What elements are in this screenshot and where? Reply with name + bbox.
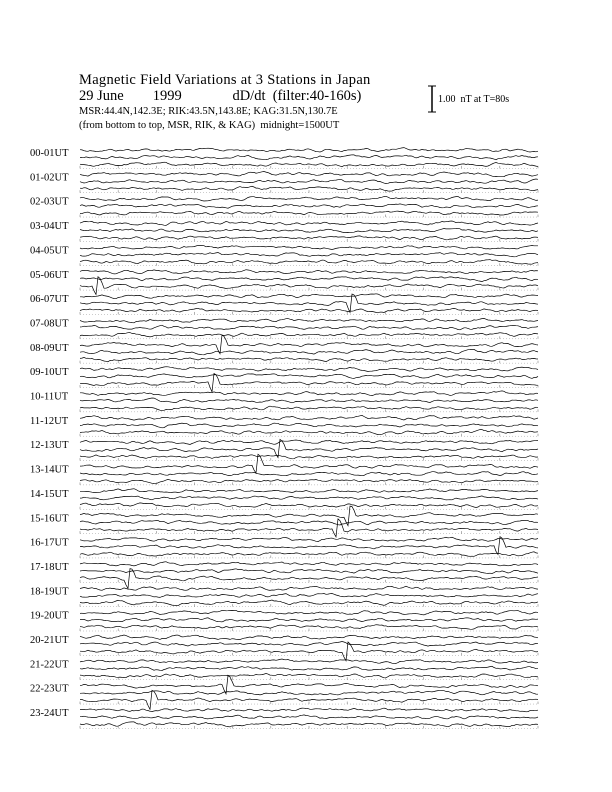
trace-kag [80, 610, 538, 615]
hour-label: 04-05UT [30, 245, 69, 257]
chart-title: Magnetic Field Variations at 3 Stations in Japan [79, 72, 371, 88]
trace-rik [80, 594, 538, 598]
hour-label: 23-24UT [30, 708, 69, 720]
trace-kag [80, 391, 538, 396]
trace-rik [80, 537, 538, 555]
hour-label: 16-17UT [30, 537, 69, 549]
hour-label: 05-06UT [30, 269, 69, 281]
trace-rik [80, 439, 538, 457]
trace-kag [80, 148, 538, 152]
hour-label: 17-18UT [30, 561, 69, 573]
trace-rik [80, 569, 538, 574]
trace-kag [80, 586, 538, 590]
trace-rik [80, 520, 538, 525]
trace-msr [80, 690, 538, 709]
trace-rik [80, 204, 538, 208]
hour-label: 06-07UT [30, 294, 69, 306]
trace-rik [80, 228, 538, 232]
hour-label: 11-12UT [30, 415, 69, 427]
trace-rik [80, 179, 538, 184]
trace-msr [80, 211, 538, 215]
hour-label: 21-22UT [30, 659, 69, 671]
hour-label: 08-09UT [30, 342, 69, 354]
trace-kag [80, 562, 538, 566]
trace-msr [80, 569, 538, 589]
trace-kag [80, 318, 538, 322]
trace-kag [80, 440, 538, 445]
trace-kag [80, 537, 538, 541]
station-coordinates: MSR:44.4N,142.3E; RIK:43.5N,143.8E; KAG:31.5N,130.7E [79, 106, 338, 117]
hour-label: 14-15UT [30, 488, 69, 500]
trace-kag [80, 221, 538, 225]
trace-rik [80, 472, 538, 476]
trace-kag [80, 708, 538, 712]
hour-label: 12-13UT [30, 440, 69, 452]
trace-rik [80, 715, 538, 719]
trace-rik [80, 155, 538, 160]
trace-kag [80, 367, 538, 372]
trace-rik [80, 325, 538, 330]
hour-label: 02-03UT [30, 196, 69, 208]
hour-label: 00-01UT [30, 148, 69, 159]
hour-label: 03-04UT [30, 221, 69, 233]
trace-kag [80, 415, 538, 420]
trace-rik [80, 642, 538, 647]
trace-kag [80, 294, 538, 299]
trace-rik [80, 277, 538, 282]
trace-kag [80, 489, 538, 493]
hour-label: 18-19UT [30, 586, 69, 598]
scale-label: 1.00 nT at T=80s [438, 94, 510, 105]
trace-rik [80, 398, 538, 403]
trace-rik [80, 349, 538, 354]
trace-kag [80, 196, 538, 201]
date-filter-line: 29 June 1999 dD/dt (filter:40-160s) [79, 88, 362, 104]
trace-rik [80, 374, 538, 379]
hour-label: 10-11UT [30, 391, 69, 403]
trace-rik [80, 496, 538, 500]
trace-rik [80, 253, 538, 257]
trace-kag [80, 245, 538, 249]
trace-rik [80, 690, 538, 695]
trace-kag [80, 270, 538, 274]
hour-label: 13-14UT [30, 464, 69, 476]
trace-msr [80, 674, 538, 678]
hour-label: 19-20UT [30, 610, 69, 622]
trace-kag [80, 172, 538, 177]
hour-label: 01-02UT [30, 172, 69, 184]
hour-label: 15-16UT [30, 513, 69, 525]
hour-label: 20-21UT [30, 635, 69, 646]
trace-kag [80, 635, 538, 640]
trace-rik [80, 666, 538, 670]
trace-rik [80, 618, 538, 622]
trace-kag [80, 659, 538, 664]
hour-label: 09-10UT [30, 367, 69, 379]
hour-label: 22-23UT [30, 683, 69, 695]
station-order-note: (from bottom to top, MSR, RIK, & KAG) midnight=1500UT [79, 120, 340, 131]
hour-label: 07-08UT [30, 318, 69, 330]
trace-msr [80, 333, 538, 337]
trace-rik [80, 423, 538, 428]
